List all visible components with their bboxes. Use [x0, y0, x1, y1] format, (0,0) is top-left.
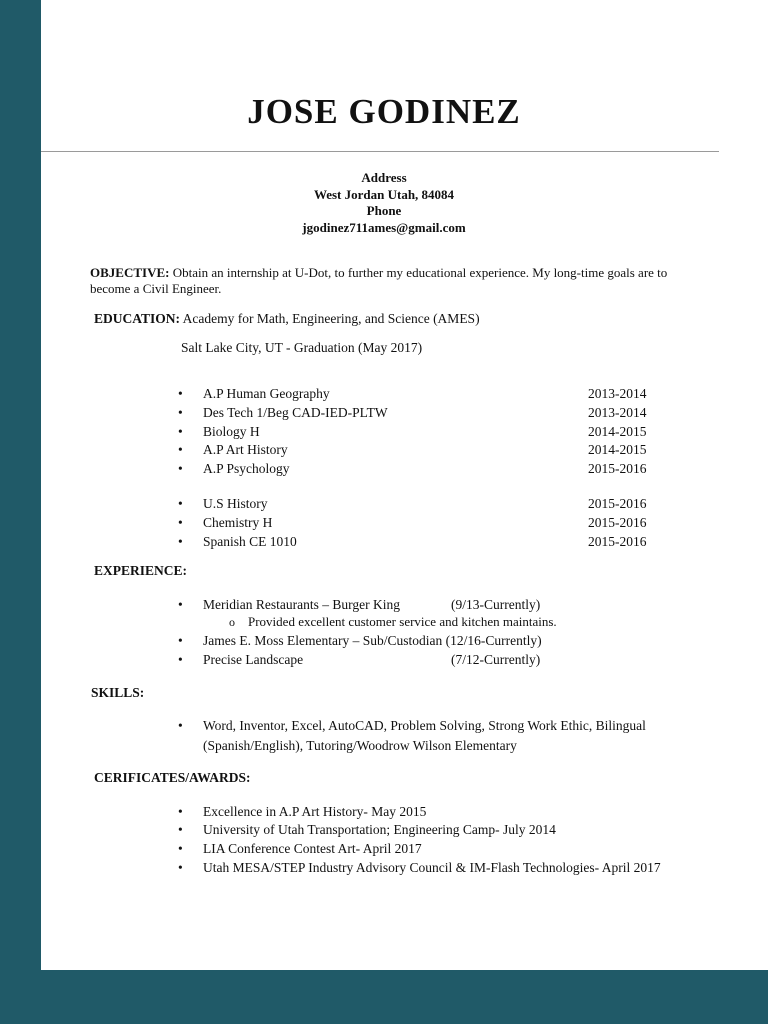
- course-name: A.P Human Geography: [203, 386, 330, 401]
- skills-label: SKILLS:: [91, 685, 145, 700]
- bullet: •: [178, 461, 183, 476]
- header-divider: [41, 151, 719, 152]
- job-dates: (9/13-Currently): [451, 597, 541, 612]
- job-name: James E. Moss Elementary – Sub/Custodian (12/16-Currently): [203, 633, 542, 648]
- course-name: Chemistry H: [203, 515, 273, 530]
- resume-name: JOSE GODINEZ: [247, 92, 521, 131]
- course-name: A.P Art History: [203, 442, 288, 457]
- course-years: 2015-2016: [588, 534, 647, 549]
- course-years: 2013-2014: [588, 386, 647, 401]
- bullet: •: [178, 633, 183, 648]
- address-city: West Jordan Utah, 84084: [313, 186, 455, 202]
- course-years: 2013-2014: [588, 405, 647, 420]
- job-dates: (7/12-Currently): [451, 652, 541, 667]
- education-line: [94, 311, 480, 327]
- bullet: •: [178, 804, 183, 819]
- contact-block: [41, 170, 727, 236]
- objective-label: OBJECTIVE:: [90, 265, 170, 280]
- skills-line: (Spanish/English), Tutoring/Woodrow Wilson Elementary: [203, 738, 517, 753]
- course-name: A.P Psychology: [203, 461, 290, 476]
- education-location: Salt Lake City, UT - Graduation (May 2017): [181, 340, 423, 355]
- course-years: 2015-2016: [588, 461, 647, 476]
- bullet: •: [178, 496, 183, 511]
- bullet: •: [178, 442, 183, 457]
- bullet: •: [178, 424, 183, 439]
- education-label: EDUCATION:: [94, 311, 181, 326]
- course-years: 2015-2016: [588, 496, 647, 511]
- bullet: •: [178, 405, 183, 420]
- sub-bullet: o: [229, 615, 235, 629]
- education-school: Academy for Math, Engineering, and Science (AMES): [182, 311, 480, 326]
- skills-line: Word, Inventor, Excel, AutoCAD, Problem Solving, Strong Work Ethic, Bilingual: [203, 718, 646, 733]
- course-name: Spanish CE 1010: [203, 534, 297, 549]
- objective-text: Obtain an internship at U-Dot, to further my educational experience. My long-time goals are to become a Civil Engineer.: [90, 265, 668, 296]
- award-item: University of Utah Transportation; Engineering Camp- July 2014: [203, 822, 556, 837]
- bullet: •: [178, 860, 183, 875]
- bottom-accent-bar: [0, 970, 768, 1024]
- course-years: 2014-2015: [588, 424, 647, 439]
- course-years: 2014-2015: [588, 442, 647, 457]
- course-years: 2015-2016: [588, 515, 647, 530]
- bullet: •: [178, 515, 183, 530]
- objective-section: [90, 265, 680, 297]
- course-name: U.S History: [203, 496, 268, 511]
- bullet: •: [178, 718, 183, 733]
- bullet: •: [178, 841, 183, 856]
- award-item: Utah MESA/STEP Industry Advisory Council & IM-Flash Technologies- April 2017: [203, 860, 661, 875]
- job-name: Precise Landscape: [203, 652, 304, 667]
- bullet: •: [178, 597, 183, 612]
- bullet: •: [178, 534, 183, 549]
- awards-label: CERIFICATES/AWARDS:: [94, 770, 251, 785]
- job-detail: Provided excellent customer service and kitchen maintains.: [248, 614, 557, 629]
- course-name: Des Tech 1/Beg CAD-IED-PLTW: [203, 405, 388, 420]
- award-item: LIA Conference Contest Art- April 2017: [203, 841, 422, 856]
- bullet: •: [178, 652, 183, 667]
- bullet: •: [178, 386, 183, 401]
- bullet: •: [178, 822, 183, 837]
- phone-label: Phone: [366, 203, 402, 218]
- job-name: Meridian Restaurants – Burger King: [203, 597, 400, 612]
- course-name: Biology H: [203, 424, 260, 439]
- left-accent-bar: [0, 0, 41, 1024]
- email: jgodinez711ames@gmail.com: [302, 219, 466, 235]
- award-item: Excellence in A.P Art History- May 2015: [203, 804, 427, 819]
- address-label: Address: [361, 170, 407, 185]
- experience-label: EXPERIENCE:: [94, 563, 188, 578]
